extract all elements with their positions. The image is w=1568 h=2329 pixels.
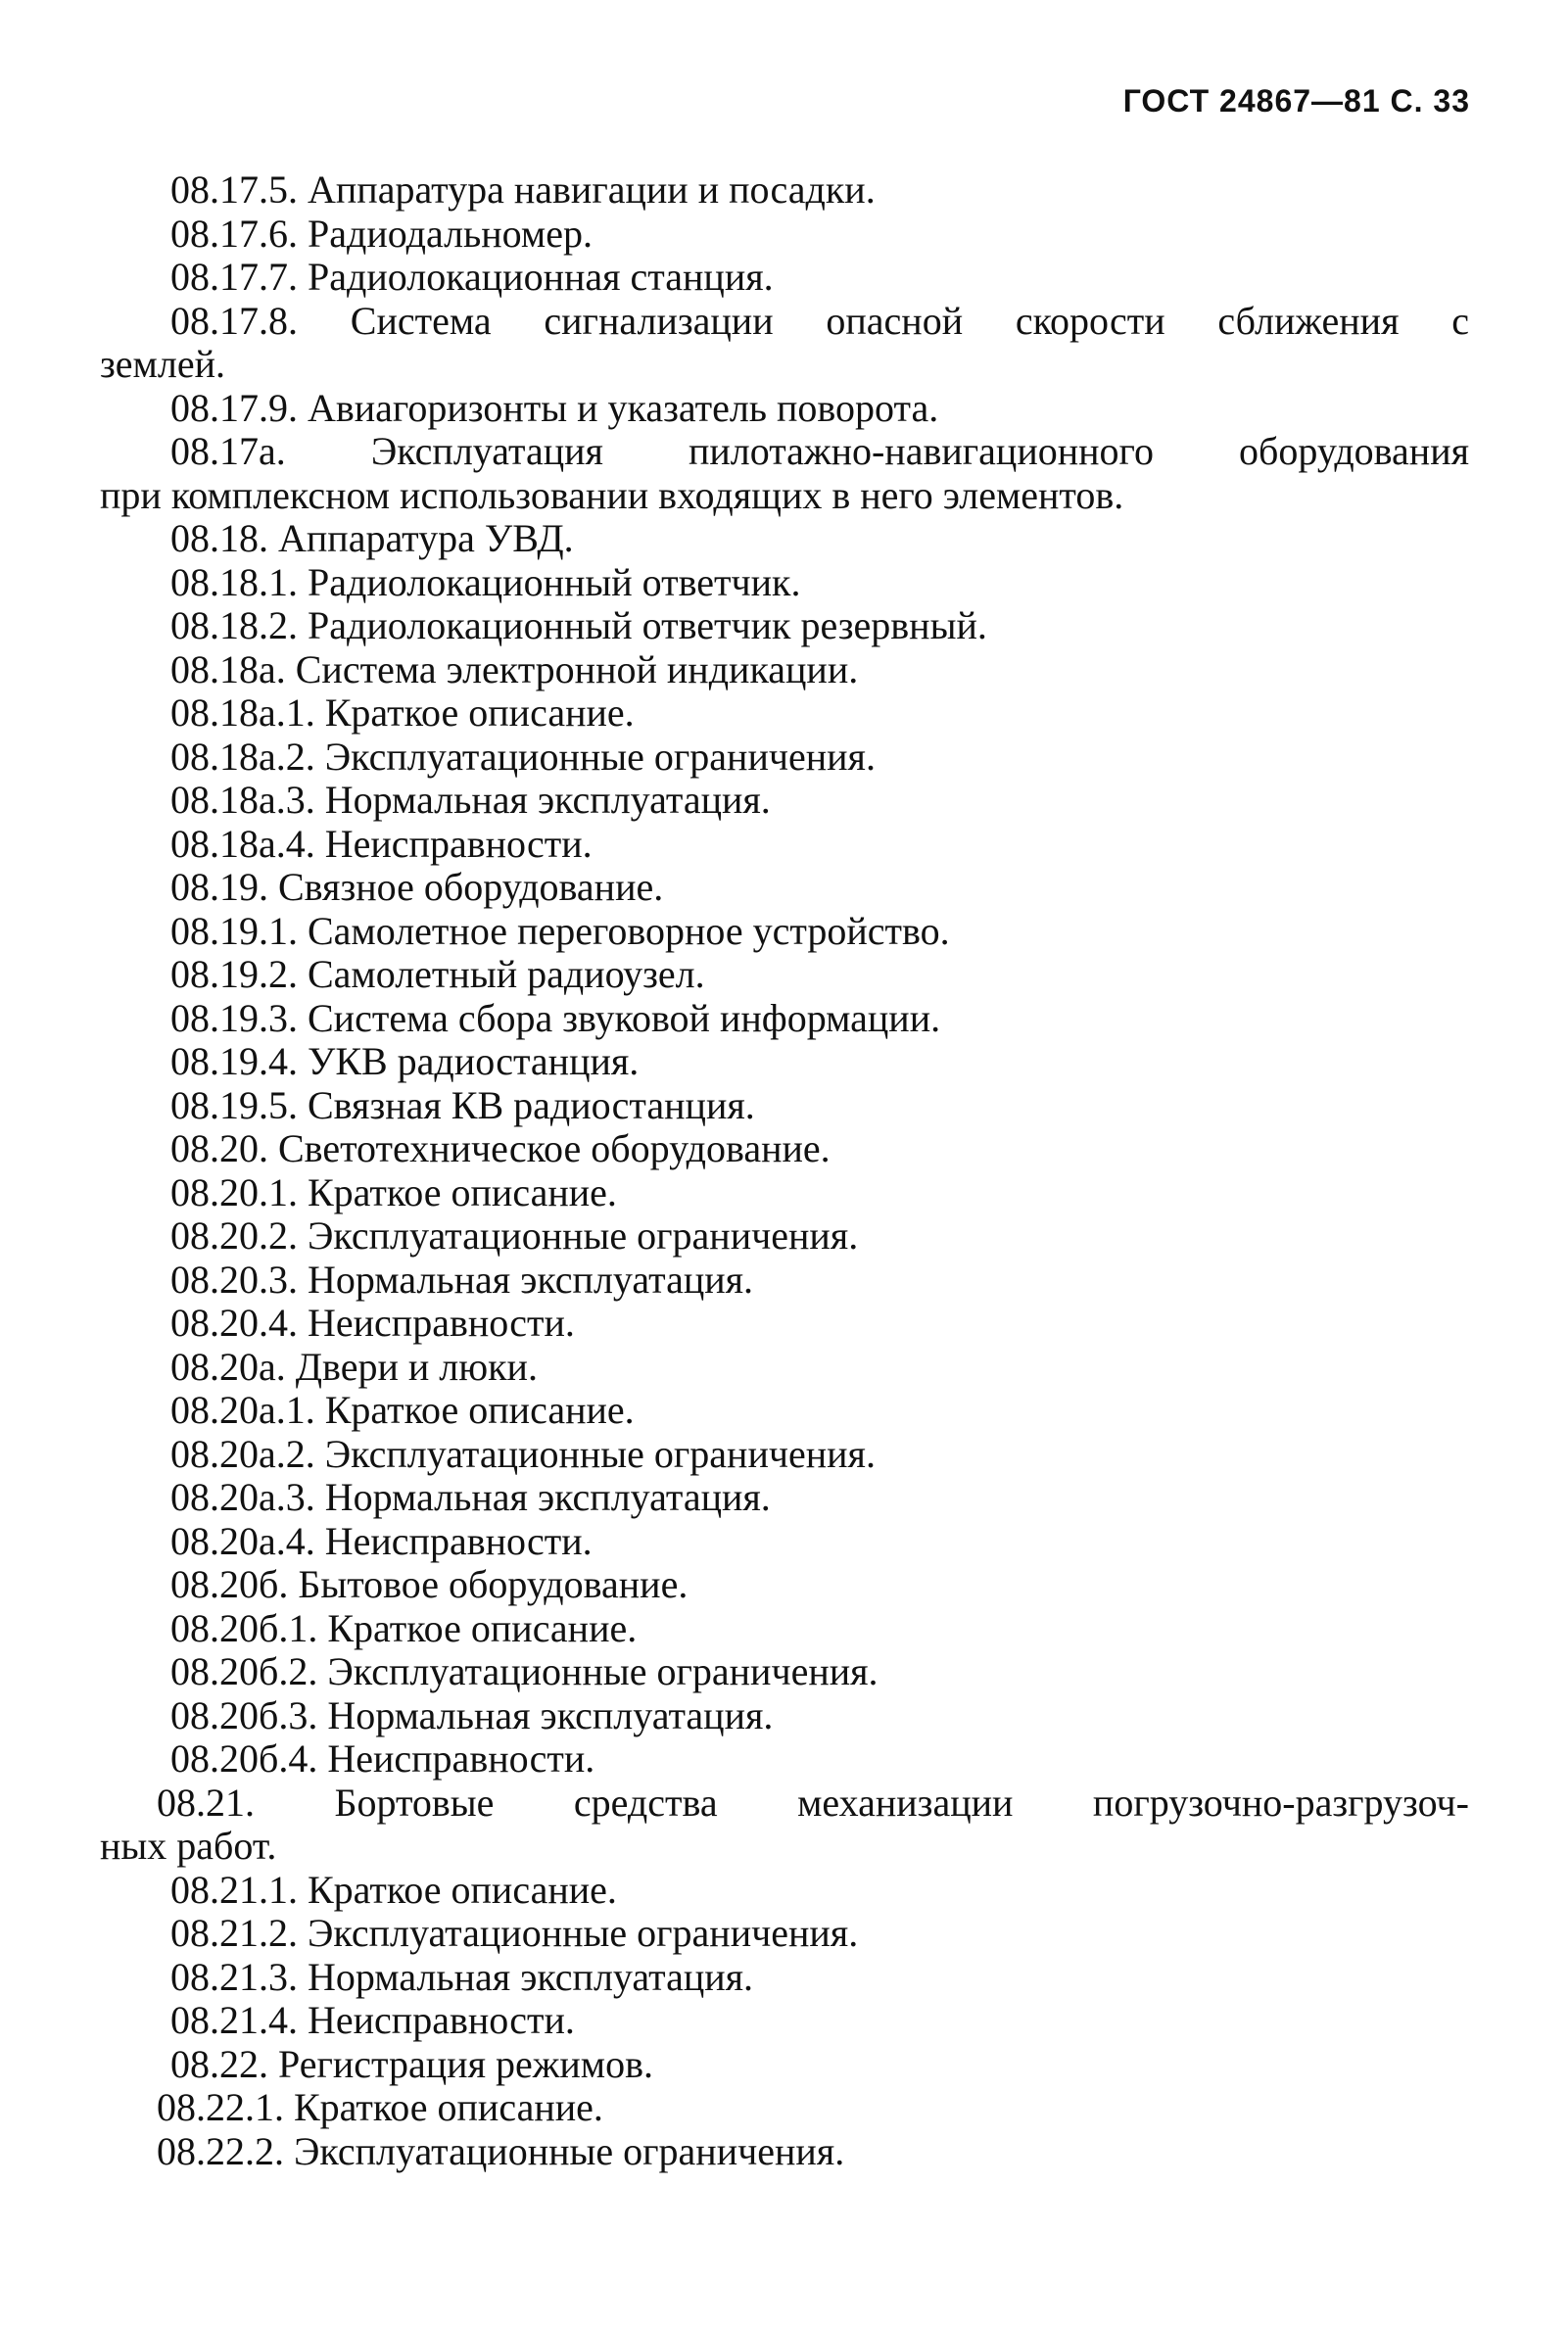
list-item: 08.21.1. Краткое описание. [170,1867,617,1912]
list-item-continuation: ных работ. [100,1824,277,1868]
list-item: 08.20а. Двери и люки. [170,1344,538,1389]
list-item: 08.20. Светотехническое оборудование. [170,1126,831,1170]
list-item: 08.20б. Бытовое оборудование. [170,1562,689,1606]
list-item-continuation: землей. [100,342,225,386]
list-item: 08.21.3. Нормальная эксплуатация. [170,1954,754,1999]
list-item: 08.20б.3. Нормальная эксплуатация. [170,1692,774,1737]
list-item: 08.17а. Эксплуатация пилотажно-навигационного оборудования [170,429,1469,473]
list-item: 08.19.5. Связная КВ радиостанция. [170,1082,755,1127]
list-item: 08.17.7. Радиолокационная станция. [170,255,774,299]
running-header: ГОСТ 24867—81 С. 33 [1122,83,1470,119]
list-item: 08.21.2. Эксплуатационные ограничения. [170,1911,859,1955]
list-item: 08.19.3. Система сбора звуковой информации. [170,995,941,1040]
list-item: 08.18а.1. Краткое описание. [170,690,635,735]
list-item: 08.20.1. Краткое описание. [170,1169,617,1214]
list-item: 08.17.8. Система сигнализации опасной скорости сближения с [170,298,1469,343]
list-item: 08.20а.1. Краткое описание. [170,1388,635,1432]
list-item: 08.18а. Система электронной индикации. [170,646,859,691]
list-item: 08.21. Бортовые средства механизации погрузочно-разгрузоч- [157,1780,1469,1825]
list-item: 08.21.4. Неисправности. [170,1998,575,2042]
list-item: 08.18.1. Радиолокационный ответчик. [170,559,801,604]
list-item: 08.20а.3. Нормальная эксплуатация. [170,1475,771,1519]
list-item-continuation: при комплексном использовании входящих в него элементов. [100,472,1124,517]
list-item: 08.20а.4. Неисправности. [170,1518,593,1563]
list-item: 08.20б.1. Краткое описание. [170,1605,638,1650]
list-item: 08.18.2. Радиолокационный ответчик резервный. [170,603,987,647]
list-item: 08.17.5. Аппаратура навигации и посадки. [170,167,876,212]
list-item: 08.20.4. Неисправности. [170,1301,575,1345]
list-item: 08.20.3. Нормальная эксплуатация. [170,1257,754,1302]
list-item: 08.22. Регистрация режимов. [170,2041,653,2086]
list-item: 08.19. Связное оборудование. [170,865,664,909]
list-item: 08.20.2. Эксплуатационные ограничения. [170,1213,859,1258]
list-item: 08.22.1. Краткое описание. [157,2085,603,2129]
list-item: 08.18а.2. Эксплуатационные ограничения. [170,734,876,779]
list-item: 08.19.4. УКВ радиостанция. [170,1039,640,1083]
list-item: 08.19.1. Самолетное переговорное устройство. [170,908,950,953]
list-item: 08.17.9. Авиагоризонты и указатель поворота. [170,385,939,430]
list-item: 08.22.2. Эксплуатационные ограничения. [157,2128,845,2173]
list-item: 08.19.2. Самолетный радиоузел. [170,952,705,996]
list-item: 08.20б.4. Неисправности. [170,1736,595,1781]
list-item: 08.18а.3. Нормальная эксплуатация. [170,778,771,822]
list-item: 08.17.6. Радиодальномер. [170,211,593,256]
table-of-contents-list [100,168,1469,2173]
list-item: 08.20а.2. Эксплуатационные ограничения. [170,1431,876,1476]
list-item: 08.18. Аппаратура УВД. [170,516,574,560]
list-item: 08.18а.4. Неисправности. [170,821,593,866]
list-item: 08.20б.2. Эксплуатационные ограничения. [170,1649,879,1693]
